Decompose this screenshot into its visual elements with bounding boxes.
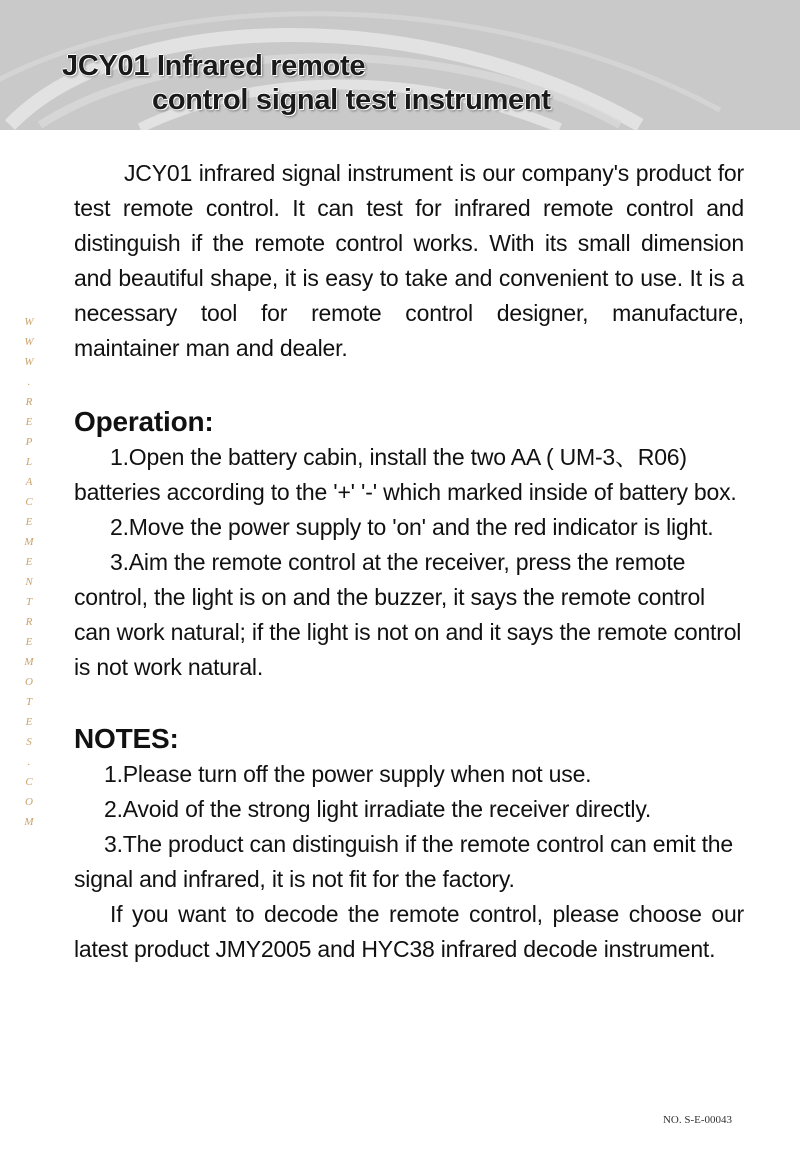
operation-heading: Operation: bbox=[74, 406, 214, 437]
note-item-1: 1.Please turn off the power supply when not use. bbox=[104, 761, 592, 787]
watermark-letter: M bbox=[24, 656, 34, 668]
watermark-letter: . bbox=[27, 756, 31, 768]
watermark-letter: L bbox=[25, 456, 33, 468]
watermark-letter: P bbox=[25, 436, 33, 448]
watermark-letter: R bbox=[25, 616, 33, 628]
watermark-letter: T bbox=[25, 696, 33, 708]
watermark-letter: W bbox=[24, 316, 34, 328]
watermark-letter: M bbox=[24, 816, 34, 828]
watermark-letter: E bbox=[25, 636, 33, 648]
watermark-letter: W bbox=[24, 356, 34, 368]
watermark-letter: E bbox=[25, 416, 33, 428]
note-item-2: 2.Avoid of the strong light irradiate the receiver directly. bbox=[104, 796, 652, 822]
page-title-line-2: control signal test instrument bbox=[152, 84, 551, 116]
page-title-line-1: JCY01 Infrared remote bbox=[62, 50, 366, 82]
watermark-letter: E bbox=[25, 516, 33, 528]
note-item-3: 3.The product can distinguish if the remote control can emit the signal and infrared, it is not fit for the factory. bbox=[74, 831, 733, 892]
operation-step-3: 3.Aim the remote control at the receiver, press the remote control, the light is on and the buzzer, it says the remote control can work natural; if the light is not on and it says the remote control is not work natural. bbox=[74, 549, 742, 680]
watermark-letter: R bbox=[25, 396, 33, 408]
intro-paragraph: JCY01 infrared signal instrument is our company's product for test remote control. It can test for infrared remote control and distinguish if the remote control works. With its small dimension and beautiful shape, it is easy to take and convenient to use. It is a necessary tool for remote control designer, manufacture, maintainer man and dealer. bbox=[74, 160, 744, 361]
header-banner bbox=[0, 0, 800, 130]
operation-step-1: 1.Open the battery cabin, install the two AA ( UM-3、R06) batteries according to the '+' '-' which marked inside of battery box. bbox=[74, 444, 737, 505]
watermark-letter: C bbox=[25, 776, 33, 788]
watermark-letter: T bbox=[25, 596, 33, 608]
vertical-watermark bbox=[18, 312, 40, 832]
watermark-letter: C bbox=[25, 496, 33, 508]
watermark-letter: W bbox=[24, 336, 34, 348]
watermark-letter: E bbox=[25, 556, 33, 568]
watermark-letter: M bbox=[24, 536, 34, 548]
watermark-letter: O bbox=[25, 676, 33, 688]
operation-step-2: 2.Move the power supply to 'on' and the red indicator is light. bbox=[110, 514, 714, 540]
watermark-letter: O bbox=[25, 796, 33, 808]
notes-heading: NOTES: bbox=[74, 723, 179, 754]
watermark-letter: S bbox=[26, 736, 32, 748]
closing-paragraph: If you want to decode the remote control, please choose our latest product JMY2005 and HYC38 infrared decode instrument. bbox=[74, 901, 744, 962]
document-number: NO. S-E-00043 bbox=[662, 1114, 732, 1126]
watermark-letter: A bbox=[25, 476, 33, 488]
watermark-letter: . bbox=[27, 376, 31, 388]
document-body bbox=[74, 156, 744, 967]
watermark-letter: N bbox=[25, 576, 33, 588]
watermark-letter: E bbox=[25, 716, 33, 728]
